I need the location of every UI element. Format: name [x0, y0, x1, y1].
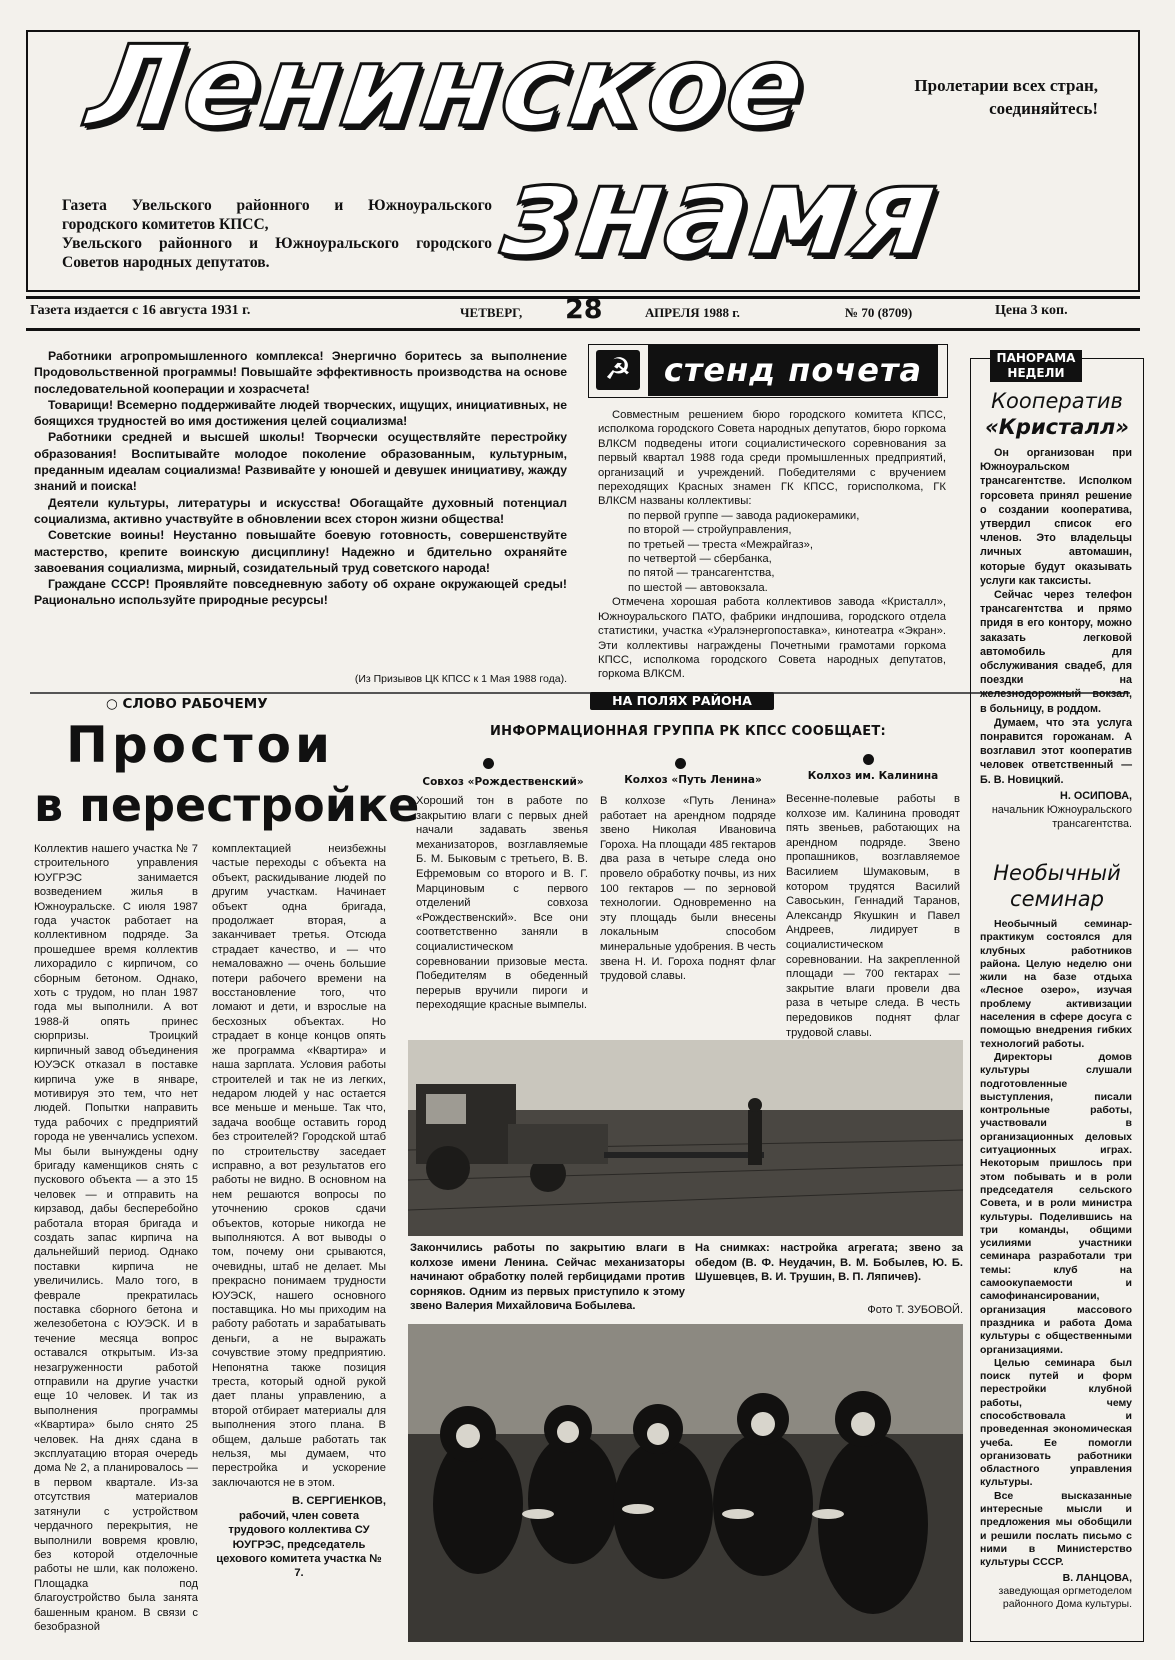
- district-c3-text: Весенне-полевые работы в колхозе им. Калинина проводят пять звеньев, работающих на арендном подряде. Звено пропашников, возглавляемое Василием Шумаковым, в котором трудятся Василий Савоськин, Геннадий Таранов, Александр Якушкин и Павел Андреев, лидирует в социалистическом соревновании. На закрепленной площади — 700 гектарах — закрытие влаги провели два раза в четыре следа. В честь передовиков поднят флаг трудовой славы.: [786, 793, 960, 1039]
- district-headline: ИНФОРМАЦИОННАЯ ГРУППА РК КПСС СООБЩАЕТ:: [490, 724, 887, 739]
- slogan-line1: Пролетарии всех стран,: [914, 76, 1098, 95]
- field-tractor-illustration: [408, 1040, 963, 1236]
- panorama-a2-title-line1: Необычный: [993, 861, 1121, 885]
- photo-credit: Фото Т. ЗУБОВОЙ.: [867, 1304, 963, 1316]
- panorama-a2-p3: Целью семинара был поиск путей и форм перестройки клубной работы, чему способствовала и проведенная экономическая учеба. Ее помогли организовать работники областного управления культуры.: [980, 1356, 1132, 1489]
- honor-group-1: по первой группе — завода радиокерамики,: [628, 509, 860, 522]
- worker-word-col1: Коллектив нашего участка № 7 строительного управления ЮУГРЭС занимается возведением жилья в Южноуральске. С июля 1987 года участок работает на коллективном подряде. За прошедшее время коллектив лихорадило с кирпичом, со сборным бетоном. Однако, хоть с трудом, но план 1987 года мы выполнили. А вот 1988-й опять принес сюрпризы. Троицкий кирпичный завод объединения ЮУЭСК отказал в поставке кирпича уже в январе, мотивируя это тем, что нет людей. Попытки направить туда рабочих с предприятий города не увенчались успехом. Мы были вынуждены одну бригаду каменщиков снять с пускового объекта — а это 15 человек — и отправить на кирзавод, дабы бесперебойно работала вторая бригада и создать запас кирпича на дальнейший период. Однако поставки кирпича не увеличились. Мало того, в феврале прекратилась поставка сборного бетона и железобетона с ЮУЭСК. И в течение месяца вопрос оставался открытым. Из-за незагруженности работой отправили на другие участки еще 10 человек. И так из выполнения программы «Квартира» было снято 25 человек. На днях сдана в эксплуатацию вторая очередь дома № 2, а планировалось — в первом квартале. Из-за отсутствия материалов затянули с устройством чердачного перекрытия, не выполнили вовремя кровлю, без которой отделочные работы не шли, как положено. Площадка под благоустройство была занята башенным краном. В связи с безобразной: [34, 843, 198, 1633]
- honor-board-groups: [598, 509, 946, 595]
- honor-group-5: по пятой — трансагентства,: [628, 567, 775, 580]
- honor-group-2: по второй — стройуправления,: [628, 524, 792, 537]
- panorama-a2-p4: Все высказанные интересные мысли и предложения мы обобщили и решили послать письмо с ними в Министерство культуры СССР.: [980, 1489, 1132, 1569]
- panorama-a2-body: [980, 918, 1132, 1611]
- photo-caption-right: На снимках: настройка агрегата; звено за обедом (В. Ф. Неудачин, В. М. Бобылев, Ю. Б. Шушевцев, В. И. Трушин, В. П. Ляпичев).: [695, 1242, 963, 1284]
- honor-board-text: [598, 408, 946, 682]
- bullet-dot-icon: [483, 758, 494, 769]
- district-c2-text: В колхозе «Путь Ленина» работает на арендном подряде звено Николая Ивановича Гороха. На площади 485 гектаров два раза в четыре следа оно провело обработку почвы, из них 100 гектаров — по зерновой технологии. Одновременно на эту площадь были внесены локальным способом минеральные удобрения. В честь звена Н. И. Гороха поднят флаг трудовой славы.: [600, 795, 776, 983]
- slogan: [870, 74, 1098, 120]
- hammer-sickle-icon: ☭: [596, 350, 640, 390]
- panorama-a1-p3: Думаем, что эта услуга понравится горожанам. А возглавил этот кооператив человек ответственный — Б. В. Новицкий.: [980, 716, 1132, 786]
- worker-word-headline-line2: в перестройке: [34, 778, 420, 832]
- publisher-line2: городского комитетов КПСС,: [62, 216, 269, 233]
- honor-group-6: по шестой — автовокзала.: [628, 581, 768, 594]
- photo-caption-left: Закончились работы по закрытию влаги в колхозе имени Ленина. Сейчас механизаторы начинают обработку полей гербицидами против сорняков. Одним из первых приступило к этому звено Валерия Михайловича Бобылева.: [410, 1242, 685, 1313]
- panorama-a1-title: [978, 388, 1136, 440]
- panorama-a2-title-line2: семинар: [1010, 887, 1104, 911]
- worker-word-col2-text: комплектацией неизбежны частые переходы с объекта на объект, раскидывание людей по другим участкам. Начинает объект одна бригада, продолжает вторая, а заканчивает третья. Отсюда страдает качество, и — что немаловажно — очень большие потери рабочего времени на восстановление того, что ломают и дети, и взрослые на бесхозных объектах. Но страдает в конце концов опять же программа «Квартира» и наша зарплата. Условия работы строителей и так не из легких, недаром людей у нас остается все меньше и меньше. Так что, задача вообще оставить город без строителей? Городской штаб по строительству заседает исправно, а вот результатов его работы не видно. В основном на нем решаются вопросы по уточнению сроков сдачи объектов, которые никогда не выполняются. А вот выводы о том, почему они срываются, очевидны, штаб не делает. Мы прекрасно понимаем трудности ЮУЭСК, нашего основного поставщика. Но мы приходим на работу работать и зарабатывать деньги, а не выражать сочувствие этому предприятию. Непонятна также позиция треста, который одной рукой дает планы управлению, а второй отбирает материалы для выполнения этого плана. В общем, дальше работать так нельзя, мы думаем, что перестройка и ускорение заключаются не в этом.: [212, 843, 386, 1489]
- section-rule: [30, 692, 1130, 694]
- issue-number: № 70 (8709): [845, 305, 913, 320]
- honor-board-heading: стенд почета: [648, 344, 938, 396]
- since-date: Газета издается с 16 августа 1931 г.: [30, 303, 251, 318]
- slogan-line2: соединяйтесь!: [989, 99, 1098, 118]
- price: Цена 3 коп.: [995, 303, 1068, 318]
- publisher-info: [62, 196, 492, 272]
- appeal-2: Товарищи! Всемерно поддерживайте людей творческих, ищущих, инициативных, не боящихся трудностей во имя достижения целей социализма!: [34, 397, 567, 429]
- weekday: ЧЕТВЕРГ,: [460, 305, 523, 320]
- panorama-a2-p2: Директоры домов культуры слушали подготовленные выступления, писали контрольные работы, участвовали в организационных деловых ситуационных играх. Некоторым пришлось при этом побывать и в роли председателя сельского Совета, и в роли министра культуры. Поделившись на три команды, общими усилиями участники семинара разработали три темы: клуб на самоокупаемости и самофинансировании, организация массового праздника и работа Дома культуры с общественными организациями.: [980, 1050, 1132, 1356]
- district-c3-title: Колхоз им. Калинина: [807, 770, 939, 782]
- district-c1-text: Хороший тон в работе по закрытию влаги с первых дней начали задавать звенья механизаторов, возглавляемые Б. М. Быковым с третьего, В. В. Ефремовым со второго и В. Г. Марциновым с первого отделений совхоза «Рождественский». Все они соответственно заняли в социалистическом соревновании призовые места. Победителям в обеденный перерыв вручили пироги и переходящие красные вымпелы.: [416, 795, 588, 1012]
- worker-word-col2: [212, 842, 386, 1581]
- panorama-a2-p1: Необычный семинар-практикум состоялся для клубных работников района. Целую неделю они жили на базе отдыха «Лесное озеро», изучая проблему активизации населения в сфере досуга с помощью внедрения гибких технологий работы.: [980, 918, 1132, 1050]
- panorama-a2-author: В. ЛАНЦОВА,: [1062, 1571, 1132, 1584]
- panorama-a1-p2: Сейчас через телефон трансагентства и прямо придя в его контору, можно заказать легковой автомобиль для обслуживания свадеб, для поездки на железнодорожный вокзал, в больницу, в роддом.: [980, 589, 1132, 715]
- worker-word-signature: В. СЕРГИЕНКОВ,: [292, 1495, 386, 1508]
- publisher-line4: Советов народных депутатов.: [62, 254, 270, 271]
- team-lunch-photo: [408, 1324, 963, 1642]
- appeal-4: Деятели культуры, литературы и искусства! Обогащайте духовный потенциал социализма, активно участвуйте в обновлении всех сторон жизни общества!: [34, 495, 567, 526]
- district-c1-title: Совхоз «Рождественский»: [422, 776, 584, 788]
- masthead-title-line1: Ленинское: [80, 22, 815, 152]
- panorama-a1-author: Н. ОСИПОВА,: [1060, 789, 1132, 802]
- district-banner: НА ПОЛЯХ РАЙОНА: [590, 692, 774, 710]
- dateline-rule-bottom: [26, 328, 1140, 331]
- panorama-a1-body: [980, 446, 1132, 831]
- bullet-dot-icon: [675, 758, 686, 769]
- appeals-block: [34, 348, 567, 609]
- panorama-a1-title-line1: Кооператив: [991, 389, 1123, 413]
- bullet-dot-icon: [863, 754, 874, 765]
- panorama-label-top: ПАНОРАМА: [996, 351, 1076, 365]
- worker-word-rubric: ○ СЛОВО РАБОЧЕМУ: [106, 696, 268, 712]
- appeal-1: Работники агропромышленного комплекса! Энергично боритесь за выполнение Продовольственной программы! Повышайте эффективность производства на основе последовательной кооперации и хозрасчета!: [34, 349, 567, 396]
- panorama-a1-title-line2: «Кристалл»: [985, 415, 1129, 439]
- publisher-line1: Газета Увельского районного и Южноуральского: [62, 197, 492, 214]
- appeal-5: Советские воины! Неустанно повышайте боевую готовность, совершенствуйте мастерство, крепите воинскую дисциплину! Надежно и бдительно охраняйте завоевания социализма, мирный, созидательный труд советского народа!: [34, 528, 567, 575]
- worker-word-headline-line1: Простои: [66, 716, 334, 774]
- panorama-label: [990, 350, 1082, 382]
- district-c2-title: Колхоз «Путь Ленина»: [624, 774, 762, 786]
- panorama-a1-role: начальник Южноуральского трансагентства.: [991, 804, 1132, 831]
- month-year: АПРЕЛЯ 1988 г.: [645, 305, 740, 320]
- appeal-3: Работники средней и высшей школы! Творчески осуществляйте перестройку образования! Воспитывайте молодое поколение образованным, культурным, преданным идеалам социализма! Развивайте у юношей и девушек инициативу, жажду знаний и поиска!: [34, 430, 567, 494]
- appeals-source: (Из Призывов ЦК КПСС к 1 Мая 1988 года).: [354, 673, 567, 685]
- masthead-title-line2: знамя: [494, 140, 948, 284]
- panorama-a2-title: [978, 860, 1136, 912]
- day-number: 28: [565, 294, 603, 325]
- honor-board-intro: Совместным решением бюро городского комитета КПСС, исполкома городского Совета народных депутатов, бюро горкома ВЛКСМ подведены итоги социалистического соревнования за первый квартал 1988 года среди промышленных предприятий, организаций и учреждений. Победителями с вручением переходящих Красных знамен ГК КПСС, горисполкома, ГК ВЛКСМ названы коллективы:: [598, 409, 946, 508]
- publisher-line3: Увельского районного и Южноуральского городского: [62, 235, 492, 252]
- appeal-6: Граждане СССР! Проявляйте повседневную заботу об охране окружающей среды! Рационально используйте природные ресурсы!: [34, 577, 567, 608]
- worker-word-signature-role: рабочий, член совета трудового коллектива СУ ЮУГРЭС, председатель цехового комитета участка № 7.: [216, 1509, 382, 1580]
- panorama-a1-p1: Он организован при Южноуральском трансагентстве. Исполком горсовета принял решение о создании кооператива, утвердил список его членов. Это владельцы личных автомашин, которые будут оказывать услуги как таксисты.: [980, 447, 1132, 587]
- field-tractor-photo: [408, 1040, 963, 1236]
- honor-group-3: по третьей — треста «Межрайгаз»,: [628, 538, 814, 551]
- panorama-label-bottom: НЕДЕЛИ: [1007, 366, 1065, 380]
- panorama-a2-role: заведующая оргметоделом районного Дома культуры.: [998, 1584, 1132, 1611]
- honor-group-4: по четвертой — сбербанка,: [628, 553, 772, 566]
- honor-board-outro: Отмечена хорошая работа коллективов завода «Кристалл», Южноуральского ПАТО, фабрики индпошива, городского отдела статистики, участка «Уралэнергопоставка», кинотеатра «Экран». Эти коллективы награждены Почетными грамотами горкома КПСС, исполкома городского Совета народных депутатов, горкома ВЛКСМ.: [598, 596, 946, 681]
- team-lunch-illustration: [408, 1324, 963, 1642]
